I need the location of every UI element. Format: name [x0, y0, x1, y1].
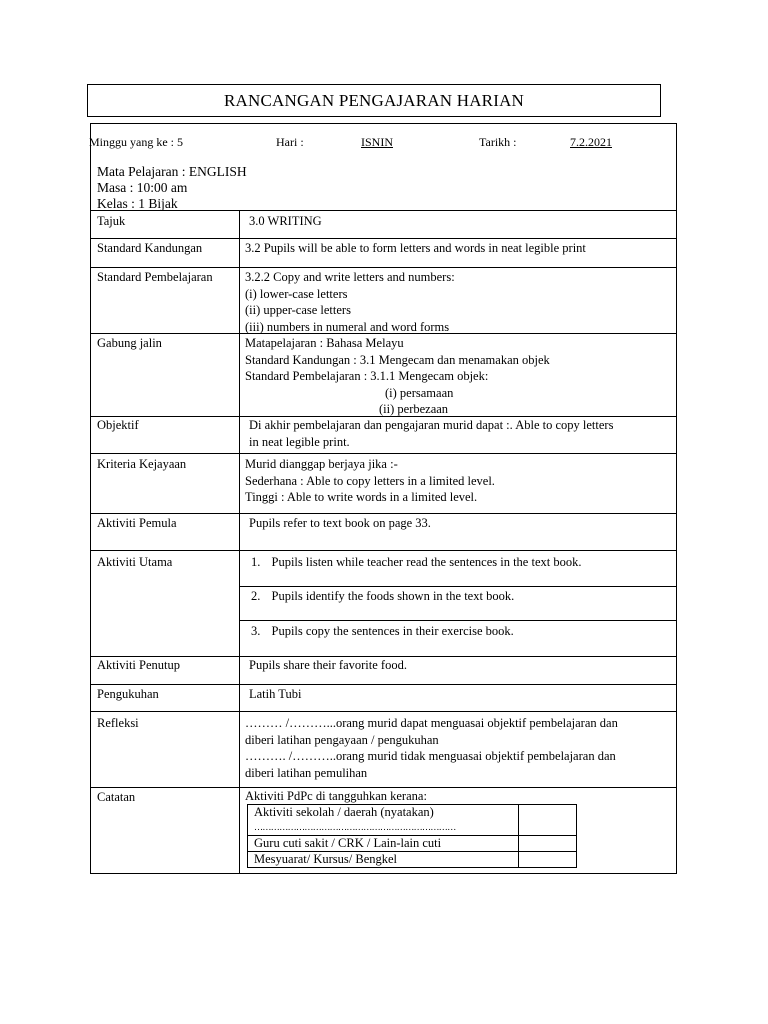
kriteria-label: Kriteria Kejayaan [97, 457, 187, 471]
catatan-checkbox-cell[interactable] [519, 836, 577, 852]
objektif-line: in neat legible print. [249, 434, 350, 449]
catatan-option [248, 836, 519, 852]
row-divider [91, 550, 676, 551]
aktiviti-penutup-label: Aktiviti Penutup [97, 658, 180, 672]
tajuk-label: Tajuk [97, 214, 126, 228]
gj-line: (i) persamaan [385, 385, 454, 400]
catatan-checkbox-cell[interactable] [519, 852, 577, 868]
standard-kandungan-value: 3.2 Pupils will be able to form letters and words in neat legible print [245, 241, 586, 255]
refleksi-label: Refleksi [97, 716, 139, 730]
utama-item-number: 3. [251, 624, 261, 638]
utama-item-number: 1. [251, 555, 261, 569]
utama-item-text: Pupils listen while teacher read the sentences in the text book. [271, 555, 582, 569]
minggu-field: Minggu yang ke : 5 [89, 135, 183, 149]
catatan-label: Catatan [97, 790, 136, 804]
catatan-option-text: Guru cuti sakit / CRK / Lain-lain cuti [254, 836, 442, 850]
utama-sub-divider [240, 586, 676, 587]
refleksi-line: ………. /………..orang murid tidak menguasai objektif pembelajaran dan [245, 749, 616, 763]
row-divider [91, 513, 676, 514]
utama-item-text: Pupils identify the foods shown in the text book. [271, 589, 515, 603]
aktiviti-utama-label: Aktiviti Utama [97, 555, 173, 569]
kriteria-line: Murid dianggap berjaya jika :- [245, 457, 398, 471]
kriteria-line: Sederhana : Able to copy letters in a limited level. [245, 473, 495, 488]
catatan-option-row [248, 836, 577, 852]
mata-pelajaran: Mata Pelajaran : ENGLISH [97, 164, 247, 179]
gj-line: (ii) perbezaan [379, 402, 449, 416]
catatan-intro: Aktiviti PdPc di tangguhkan kerana: [245, 789, 427, 803]
utama-item [251, 588, 677, 605]
hari-label: Hari : [276, 135, 304, 149]
gj-line: Standard Pembelajaran : 3.1.1 Mengecam objek: [245, 369, 489, 383]
gabung-jalin-label: Gabung jalin [97, 336, 162, 350]
row-divider [91, 453, 676, 454]
refleksi-line: diberi latihan pemulihan [245, 765, 368, 780]
standard-pembelajaran-label: Standard Pembelajaran [97, 270, 213, 284]
objektif-label: Objektif [97, 418, 139, 432]
sp-line: 3.2.2 Copy and write letters and numbers: [245, 270, 455, 284]
utama-item-text: Pupils copy the sentences in their exercise book. [271, 624, 514, 638]
masa: Masa : 10:00 am [97, 180, 188, 195]
catatan-option-row [248, 805, 577, 836]
pengukuhan-label: Pengukuhan [97, 687, 159, 701]
standard-pembelajaran-value [245, 269, 671, 335]
hari-value: ISNIN [361, 135, 393, 149]
document-title: RANCANGAN PENGAJARAN HARIAN [87, 84, 661, 117]
catatan-option-row [248, 852, 577, 868]
catatan-option [248, 852, 519, 868]
kriteria-line: Tinggi : Able to write words in a limited level. [245, 490, 478, 504]
kriteria-value [245, 456, 671, 506]
catatan-option-text: Mesyuarat/ Kursus/ Bengkel [254, 852, 398, 866]
catatan-option [248, 805, 519, 836]
tajuk-value: 3.0 WRITING [249, 214, 322, 228]
objektif-value [249, 417, 675, 450]
row-divider [91, 684, 676, 685]
gabung-jalin-value [245, 335, 671, 418]
catatan-options-table [247, 804, 577, 868]
utama-item [251, 623, 677, 640]
utama-item-number: 2. [251, 589, 261, 603]
row-divider [91, 711, 676, 712]
objektif-line: Di akhir pembelajaran dan pengajaran murid dapat :. Able to copy letters [249, 418, 614, 432]
gj-line: Matapelajaran : Bahasa Melayu [245, 336, 404, 350]
column-divider [239, 210, 240, 874]
row-divider [91, 238, 676, 239]
row-divider [91, 210, 676, 211]
sp-line: (i) lower-case letters [245, 286, 348, 301]
tarikh-label: Tarikh : [479, 135, 517, 149]
pengukuhan-value: Latih Tubi [249, 687, 302, 701]
aktiviti-pemula-value: Pupils refer to text book on page 33. [249, 516, 431, 530]
kelas: Kelas : 1 Bijak [97, 196, 178, 211]
sp-line: (ii) upper-case letters [245, 303, 351, 317]
gj-line: Standard Kandungan : 3.1 Mengecam dan menamakan objek [245, 352, 550, 367]
sp-line: (iii) numbers in numeral and word forms [245, 319, 450, 334]
refleksi-value [245, 715, 671, 781]
lesson-plan-table [90, 123, 677, 874]
aktiviti-pemula-label: Aktiviti Pemula [97, 516, 177, 530]
refleksi-line: diberi latihan pengayaan / pengukuhan [245, 732, 439, 747]
standard-kandungan-label: Standard Kandungan [97, 241, 203, 255]
utama-sub-divider [240, 620, 676, 621]
catatan-checkbox-cell[interactable] [519, 805, 577, 836]
aktiviti-penutup-value: Pupils share their favorite food. [249, 658, 407, 672]
utama-item [251, 554, 677, 571]
catatan-option-blank-line: ……………………………………………………………… [254, 822, 456, 832]
catatan-option-text: Aktiviti sekolah / daerah (nyatakan) [254, 805, 434, 819]
refleksi-line: ……… /………...orang murid dapat menguasai objektif pembelajaran dan [245, 716, 618, 730]
subject-info [97, 164, 247, 212]
tarikh-value: 7.2.2021 [570, 135, 612, 149]
row-divider [91, 267, 676, 268]
